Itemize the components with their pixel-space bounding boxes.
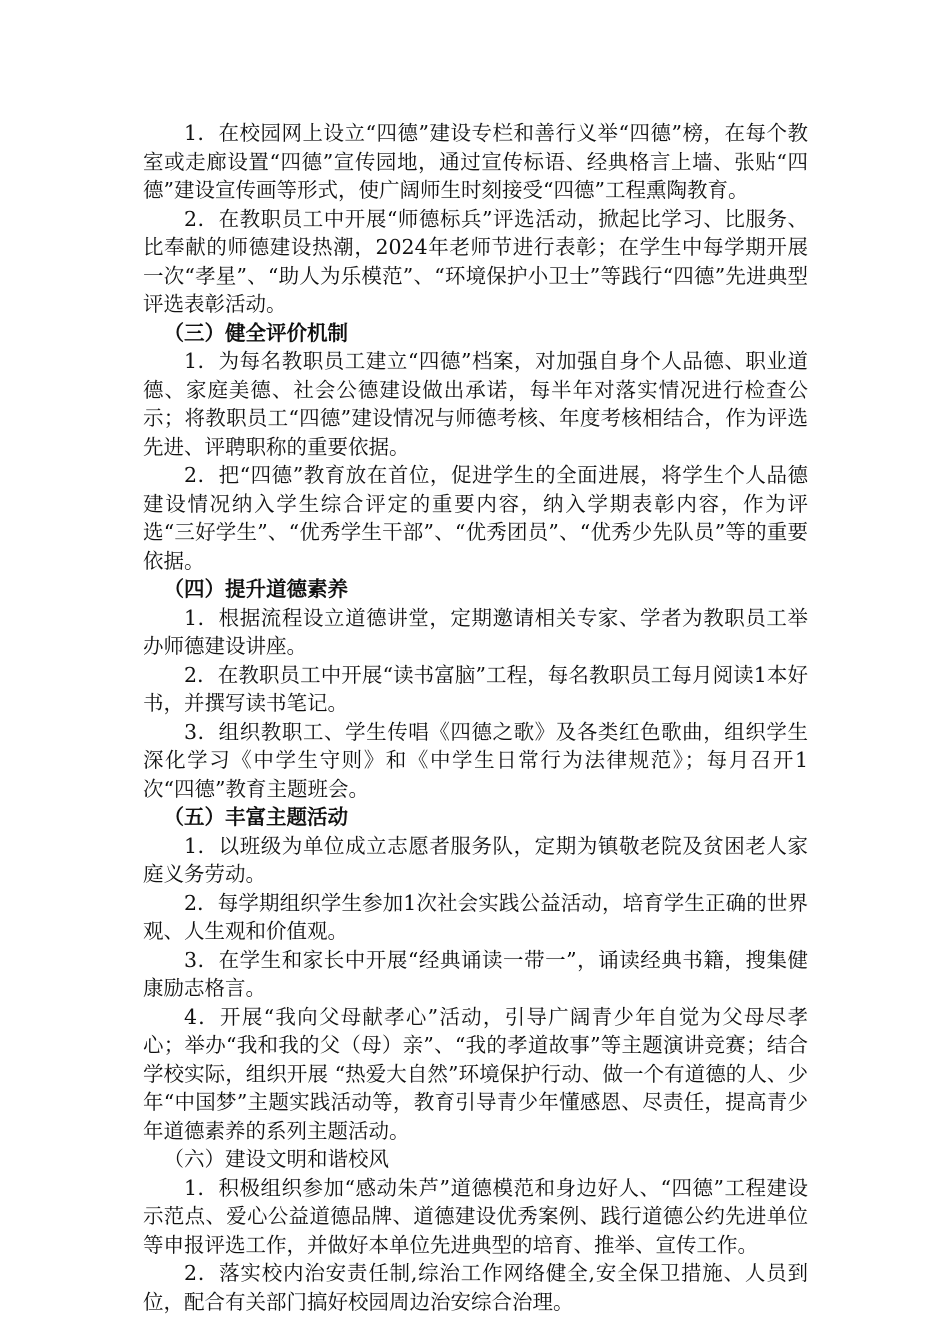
paragraph-3-1: 1．为每名教职员工建立“四德”档案，对加强自身个人品德、职业道德、家庭美德、社会公德建设做出承诺，每半年对落实情况进行检查公示；将教职员工“四德”建设情况与师德考核、年度考核相结合，作为评选先进、评聘职称的重要依据。 — [143, 349, 808, 459]
section-heading-4: （四）提升道德素养 — [163, 577, 348, 601]
paragraph-5-1: 1．以班级为单位成立志愿者服务队，定期为镇敬老院及贫困老人家庭义务劳动。 — [143, 833, 808, 886]
paragraph-6-1: 1．积极组织参加“感动朱芦”道德模范和身边好人、“四德”工程建设示范点、爱心公益道德品牌、道德建设优秀案例、践行道德公约先进单位等申报评选工作，并做好本单位先进典型的培育、推举、宣传工作。 — [143, 1175, 808, 1257]
document-body — [143, 119, 808, 1316]
paragraph-4-1: 1．根据流程设立道德讲堂，定期邀请相关专家、学者为教职员工举办师德建设讲座。 — [143, 605, 808, 658]
paragraph-6-2: 2．落实校内治安责任制,综治工作网络健全,安全保卫措施、人员到位，配合有关部门搞好校园周边治安综合治理。 — [143, 1261, 808, 1314]
paragraph-2: 2．在教职员工中开展“师德标兵”评选活动，掀起比学习、比服务、比奉献的师德建设热潮，2024年老师节进行表彰；在学生中每学期开展一次“孝星”、“助人为乐模范”、“环境保护小卫士”等践行“四德”先进典型评选表彰活动。 — [143, 206, 808, 316]
section-heading-3: （三）健全评价机制 — [163, 320, 348, 345]
paragraph-3-2: 2．把“四德”教育放在首位，促进学生的全面进展，将学生个人品德建设情况纳入学生综合评定的重要内容，纳入学期表彰内容，作为评选“三好学生”、“优秀学生干部”、“优秀团员”、“优秀少先队员”等的重要依据。 — [143, 463, 808, 573]
paragraph-4-3: 3．组织教职工、学生传唱《四德之歌》及各类红色歌曲，组织学生深化学习《中学生守则》和《中学生日常行为法律规范》；每月召开1次“四德”教育主题班会。 — [143, 719, 808, 801]
paragraph-5-3: 3．在学生和家长中开展“经典诵读一带一”，诵读经典书籍，搜集健康励志格言。 — [143, 947, 808, 1000]
paragraph-1: 1．在校园网上设立“四德”建设专栏和善行义举“四德”榜，在每个教室或走廊设置“四德”宣传园地，通过宣传标语、经典格言上墙、张贴“四德”建设宣传画等形式，使广阔师生时刻接受“四德”工程熏陶教育。 — [143, 121, 808, 202]
paragraph-5-4: 4．开展“我向父母献孝心”活动，引导广阔青少年自觉为父母尽孝心；举办“我和我的父（母）亲”、“我的孝道故事”等主题演讲竞赛；结合学校实际，组织开展 “热爱大自然”环境保护行动、做一个有道德的人、少年“中国梦”主题实践活动等，教育引导青少年懂感恩、尽责任，提高青少年道德素养的系列主题活动。 — [143, 1004, 808, 1143]
paragraph-5-2: 2．每学期组织学生参加1次社会实践公益活动，培育学生正确的世界观、人生观和价值观。 — [143, 890, 808, 943]
paragraph-4-2: 2．在教职员工中开展“读书富脑”工程，每名教职员工每月阅读1本好书，并撰写读书笔记。 — [143, 662, 808, 715]
section-heading-6: （六）建设文明和谐校风 — [163, 1147, 389, 1171]
section-heading-5: （五）丰富主题活动 — [163, 805, 348, 829]
